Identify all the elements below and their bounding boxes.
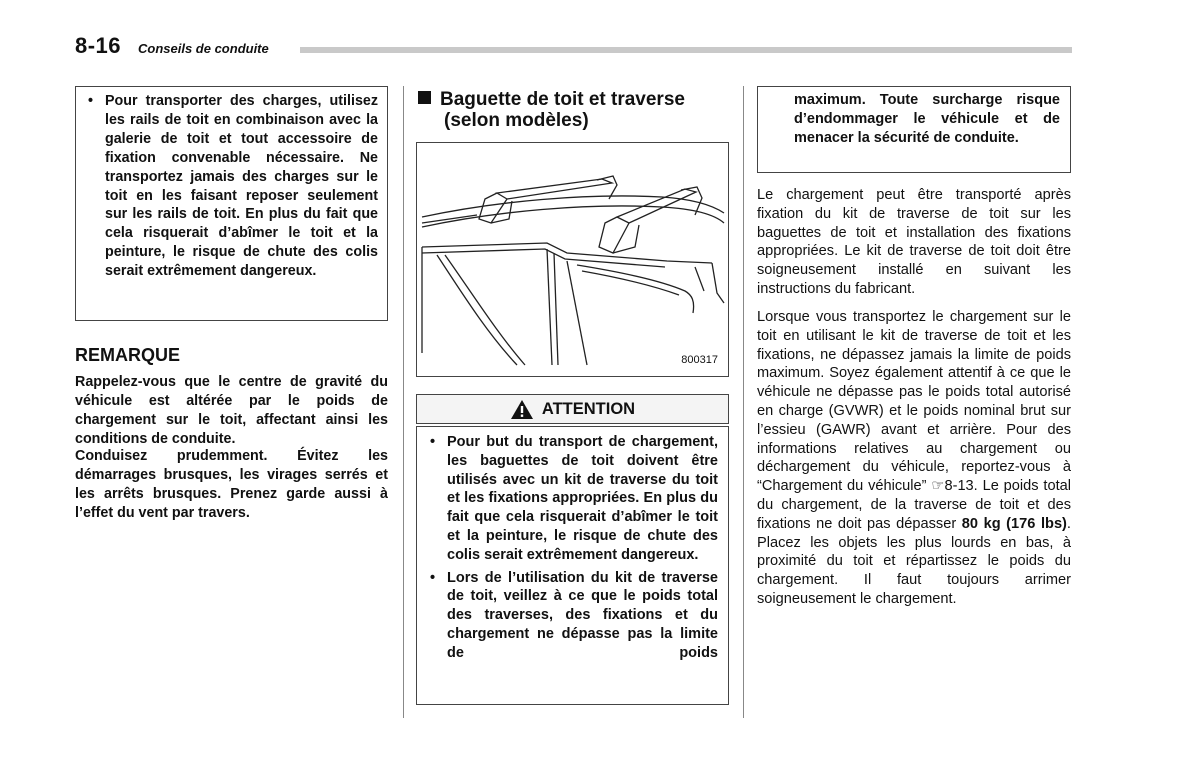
- attention-box: [416, 426, 729, 705]
- figure-roof-crossbars: [416, 142, 729, 377]
- caution-bullet: • Pour transporter des charges, utilisez les rails de toit en combinaison avec la galerie de toit et tout accessoire de fixation convenable nécessaire. Ne transportez jamais des charges sur le toit en les faisant reposer seulement sur les rails de toit. En plus du fait que cela risquerait d’abîmer le toit et la peinture, le risque de chute des colis serait extrêmement dangereux.: [85, 92, 378, 281]
- warning-triangle-icon: [510, 399, 534, 420]
- figure-code: 800317: [681, 354, 718, 366]
- page-number: 8-16: [75, 33, 122, 58]
- body-paragraph-2-part-c: . Placez les objets les plus lourds en bas, à proximité du toit et répartissez le poids du chargement. Il faut toujours arrimer soigneusement le chargement.: [757, 515, 1071, 607]
- attention-header: [416, 394, 729, 424]
- attention-bullet-2: • Lors de l’utilisation du kit de traverse de toit, veillez à ce que le poids total des traverses, des fixations et du chargement ne dépasse pas la limite de poids: [427, 569, 718, 663]
- section-heading: [418, 89, 738, 131]
- attention-bullet-1: • Pour but du transport de chargement, les baguettes de toit doivent être utilisés avec un kit de traverse du toit et les fixations appropriées. En plus du fait que cela risquerait d’abîmer le toit et la peinture, le risque de chute des colis serait extrêmement dangereux.: [427, 433, 718, 565]
- car-roof-crossbar-illustration: [417, 143, 729, 377]
- note-paragraph-2: Conduisez prudemment. Évitez les démarrages brusques, les virages serrés et les arrêts brusques. Prenez garde aussi à l’effet du vent par travers.: [75, 448, 388, 521]
- caution-box-roof-rails: [75, 86, 388, 321]
- note-heading: REMARQUE: [75, 345, 181, 365]
- cross-reference-page: 8-13.: [944, 478, 978, 495]
- header-rule: [300, 47, 1072, 53]
- attention-continuation-text: maximum. Toute surcharge risque d’endommager le véhicule et de menacer la sécurité de conduite.: [794, 92, 1060, 146]
- heading-square-icon: [418, 91, 431, 104]
- attention-title: ATTENTION: [541, 399, 636, 418]
- note-paragraph-1: Rappelez-vous que le centre de gravité du véhicule est altérée par le poids de chargement sur le toit, affectant ainsi les conditions de conduite.: [75, 374, 388, 447]
- body-paragraph-1: Le chargement peut être transporté après fixation du kit de traverse de toit sur les baguettes de toit et installation des fixations appropriées. Le kit de traverse de toit doit être soigneusement installé en suivant les instructions du fabricant.: [757, 187, 1071, 297]
- attention-continuation-box: [757, 86, 1071, 173]
- cross-reference-icon: ☞: [931, 478, 945, 495]
- section-title: Conseils de conduite: [138, 41, 269, 56]
- heading-line-1: Baguette de toit et traverse: [440, 89, 685, 110]
- body-paragraph-2-part-b: Le poids total du chargement, de la traverse de toit et des fixations ne doit pas dépasser: [757, 478, 1071, 532]
- column-divider-1: [403, 86, 404, 718]
- heading-line-2: (selon modèles): [444, 110, 589, 131]
- body-paragraph-2: [757, 308, 1071, 609]
- weight-limit: 80 kg (176 lbs): [961, 515, 1067, 532]
- column-divider-2: [743, 86, 744, 718]
- body-paragraph-2-part-a: Lorsque vous transportez le chargement sur le toit en utilisant le kit de traverse de toit et les fixations, ne dépassez jamais la limite de poids maximum. Soyez également attentif à ce que le véhicule ne dépasse pas le poids total autorisé en charge (GVWR) et le poids nominal brut sur l’essieu (GAWR) avant et arrière. Pour des informations relatives au chargement ou déchargement du véhicule, reportez-vous à “Chargement du véhicule”: [757, 309, 1071, 495]
